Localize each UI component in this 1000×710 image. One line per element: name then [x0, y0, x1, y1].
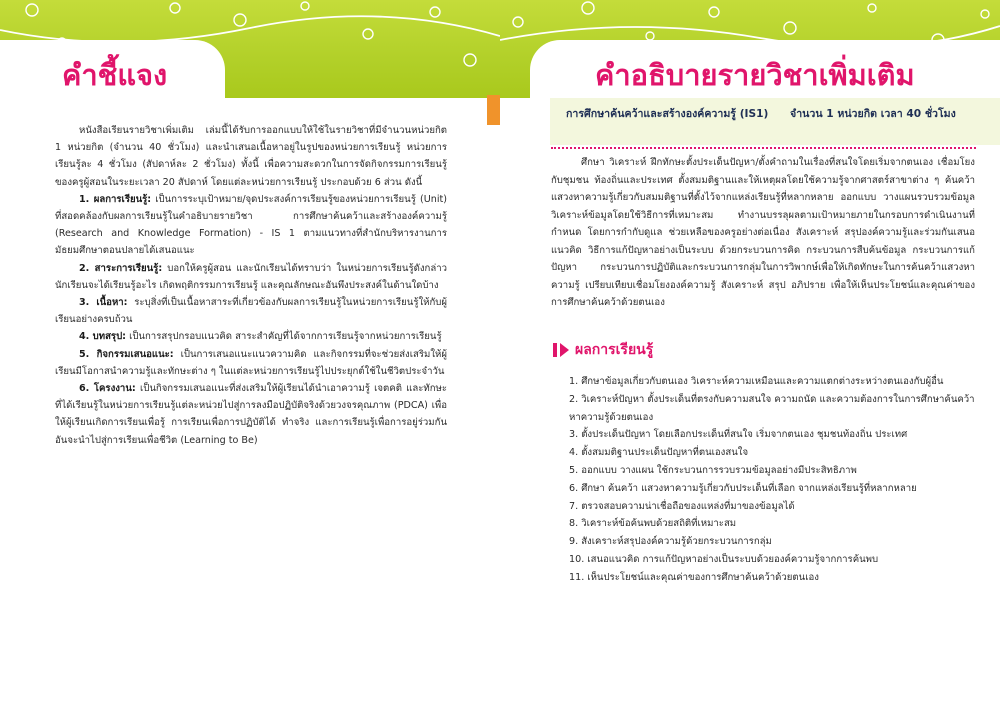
item-label: 6. โครงงาน: [79, 383, 136, 395]
subject-hours: จำนวน 1 หน่วยกิต เวลา 40 ชั่วโมง [790, 108, 956, 120]
item-1 [55, 191, 447, 260]
list-item: 7. ตรวจสอบความน่าเชื่อถือของแหล่งที่มาของข้อมูลได้ [569, 500, 795, 512]
intro-paragraph: หนังสือเรียนรายวิชาเพิ่มเติม เล่มนี้ได้รับการออกแบบให้ใช้ในรายวิชาที่มีจำนวนหน่วยกิต 1 หน่วยกิต (จำนวน 40 ชั่วโมง) และนำเสนอเนื้อหาอยู่ในรูปของหน่วยการเรียนรู้ หน่วยการเรียนรู้ละ 4 ชั่วโมง (สัปดาห์ละ 2 ชั่วโมง) ทั้งนี้ เพื่อความสะดวกในการจัดกิจกรรมการเรียนรู้ของครูผู้สอนในระยะเวลา 20 สัปดาห์ โดยแต่ละหน่วยการเรียนรู้ ประกอบด้วย 6 ส่วน ดังนี้ [55, 125, 447, 188]
outcomes-title: ผลการเรียนรู้ [575, 342, 654, 358]
item-3 [55, 294, 447, 328]
item-text: เป็นการระบุเป้าหมาย/จุดประสงค์การเรียนรู้ของหน่วยการเรียนรู้ (Unit) ที่สอดคล้องกับผลการเรียนรู้ในคำอธิบายรายวิชา การศึกษาค้นคว้าและสร้างองค์ความรู้ (Research and Knowledge Formation) - IS 1 ตามแนวทางที่สำนักบริหารงานการมัธยมศึกษาตอนปลายได้เสนอแนะ [55, 193, 447, 257]
page-title: คำชี้แจง [62, 58, 168, 92]
list-item: 9. สังเคราะห์สรุปองค์ความรู้ด้วยกระบวนการกลุ่ม [569, 536, 772, 548]
list-item: 2. วิเคราะห์ปัญหา ตั้งประเด็นที่ตรงกับความสนใจ ความถนัด และความต้องการในการศึกษาค้นคว้าหาความรู้ด้วยตนเอง [569, 393, 975, 423]
explanation-body [55, 122, 447, 449]
subject-name: การศึกษาค้นคว้าและสร้างองค์ความรู้ (IS1) [566, 108, 769, 120]
dotted-divider [551, 147, 976, 149]
orange-strip [487, 95, 500, 125]
description-paragraph: ศึกษา วิเคราะห์ ฝึกทักษะตั้งประเด็นปัญหา/ตั้งคำถามในเรื่องที่สนใจโดยเริ่มจากตนเอง เชื่อมโยงกับชุมชน ท้องถิ่นและประเทศ ตั้งสมมติฐานและให้เหตุผลโดยใช้ความรู้จากศาสตร์สาขาต่าง ๆ ค้นคว้าแสวงหาความรู้เกี่ยวกับสมมติฐานที่ตั้งไว้จากแหล่งเรียนรู้ที่หลากหลาย ออกแบบ วางแผนรวบรวมข้อมูล วิเคราะห์ข้อมูลโดยใช้วิธีการที่เหมาะสม ทำงานบรรลุผลตามเป้าหมายภายในกรอบการดำเนินงานที่กำหนด โดยการกำกับดูแล ช่วยเหลือของครูอย่างต่อเนื่อง สังเคราะห์ สรุปองค์ความรู้และร่วมกันเสนอแนวคิด วิธีการแก้ปัญหาอย่างเป็นระบบ ด้วยกระบวนการคิด กระบวนการสืบค้นข้อมูล กระบวนการแก้ปัญหา กระบวนการปฏิบัติและกระบวนการกลุ่มในการวิพากษ์เพื่อให้เกิดทักษะในการค้นคว้าแสวงหาความรู้ เปรียบเทียบเชื่อมโยงองค์ความรู้ สังเคราะห์ สรุป อภิปราย เพื่อให้เห็นประโยชน์และคุณค่าของการศึกษาค้นคว้าด้วยตนเอง [551, 157, 975, 308]
list-item: 10. เสนอแนวคิด การแก้ปัญหาอย่างเป็นระบบด้วยองค์ความรู้จากการค้นพบ [569, 553, 879, 565]
item-6 [55, 380, 447, 449]
item-5 [55, 346, 447, 380]
item-4 [55, 328, 447, 345]
list-item: 6. ศึกษา ค้นคว้า แสวงหาความรู้เกี่ยวกับประเด็นที่เลือก จากแหล่งเรียนรู้ที่หลากหลาย [569, 482, 917, 494]
list-item: 5. ออกแบบ วางแผน ใช้กระบวนการรวบรวมข้อมูลอย่างมีประสิทธิภาพ [569, 464, 857, 476]
item-text: ระบุสิ่งที่เป็นเนื้อหาสาระที่เกี่ยวข้องกับผลการเรียนรู้ในหน่วยการเรียนรู้ให้กับผู้เรียนอย่างครบถ้วน [55, 297, 447, 326]
list-item: 1. ศึกษาข้อมูลเกี่ยวกับตนเอง วิเคราะห์ความเหมือนและความแตกต่างระหว่างตนเองกับผู้อื่น [569, 376, 944, 387]
item-text: เป็นการเสนอแนะแนวความคิด และกิจกรรมที่จะช่วยส่งเสริมให้ผู้เรียนมีโอกาสนำความรู้และทักษะต่าง ๆ ในแต่ละหน่วยการเรียนรู้ไปประยุกต์ใช้ในชีวิตประจำวัน [55, 348, 447, 377]
item-text: บอกให้ครูผู้สอน และนักเรียนได้ทราบว่า ในหน่วยการเรียนรู้ดังกล่าว นักเรียนจะได้เรียนรู้อะไร เกิดพฤติกรรมการเรียนรู้ และคุณลักษณะอันพึงประสงค์ในด้านใดบ้าง [55, 262, 447, 291]
item-label: 1. ผลการเรียนรู้: [79, 193, 152, 205]
page-title: คำอธิบายรายวิชาเพิ่มเติม [595, 58, 915, 92]
item-label: 2. สาระการเรียนรู้: [79, 262, 163, 274]
outcomes-heading [553, 339, 653, 361]
item-2 [55, 260, 447, 294]
item-text: เป็นกิจกรรมเสนอแนะที่ส่งเสริมให้ผู้เรียนได้นำเอาความรู้ เจตคติ และทักษะที่ได้เรียนรู้ในหน่วยการเรียนรู้แต่ละหน่วยไปสู่การลงมือปฏิบัติจริงด้วยวงจรคุณภาพ (PDCA) เพื่อให้ผู้เรียนเกิดการเรียนเพื่อรู้ การเรียนเพื่อการปฏิบัติได้ ทำจริง และการเรียนรู้เพื่อการอยู่ร่วมกัน อันจะนำไปสู่การเรียนเพื่อชีวิต (Learning to Be) [55, 383, 447, 446]
item-label: 3. เนื้อหา: [79, 297, 128, 309]
heading-bar-icon [553, 343, 557, 357]
list-item: 8. วิเคราะห์ข้อค้นพบด้วยสถิติที่เหมาะสม [569, 518, 737, 530]
outcomes-list [551, 373, 975, 587]
list-item: 4. ตั้งสมมติฐานประเด็นปัญหาที่ตนเองสนใจ [569, 447, 749, 459]
item-text: เป็นการสรุปกรอบแนวคิด สาระสำคัญที่ได้จากการเรียนรู้จากหน่วยการเรียนรู้ [126, 331, 442, 343]
play-triangle-icon [560, 343, 569, 357]
list-item: 11. เห็นประโยชน์และคุณค่าของการศึกษาค้นคว้าด้วยตนเอง [569, 571, 819, 583]
list-item: 3. ตั้งประเด็นปัญหา โดยเลือกประเด็นที่สนใจ เริ่มจากตนเอง ชุมชนท้องถิ่น ประเทศ [569, 429, 908, 441]
item-label: 4. บทสรุป: [79, 331, 127, 343]
course-description [551, 154, 975, 312]
item-label: 5. กิจกรรมเสนอแนะ: [79, 348, 174, 360]
